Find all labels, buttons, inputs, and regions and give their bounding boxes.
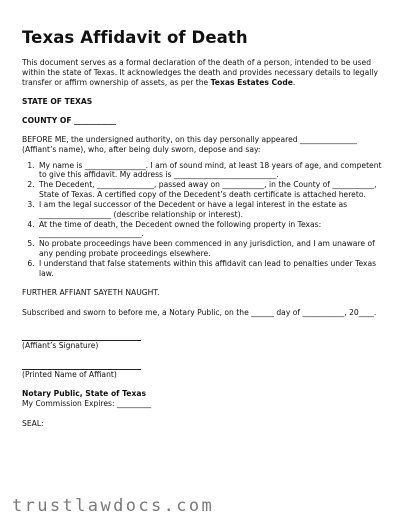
seal-label: SEAL:	[22, 418, 44, 428]
list-item: 6. I understand that false statements within this affidavit can lead to penalties under Texas law.	[37, 259, 384, 278]
affiant-signature-label: (Affiant’s Signature)	[22, 340, 99, 350]
list-item: 5. No probate proceedings have been commenced in any jurisdiction, and I am unaware of any pending probate proceedings elsewhere.	[37, 239, 384, 258]
intro-paragraph	[22, 58, 384, 87]
document-title: Texas Affidavit of Death	[22, 28, 248, 47]
county-heading: COUNTY OF ___________	[22, 116, 116, 126]
affiant-signature-line	[22, 328, 141, 341]
list-item: 1. My name is ________________. I am of sound mind, at least 18 years of age, and competent to give this affidavit. My address is ___________________________.	[37, 161, 384, 180]
list-item: 3. I am the legal successor of the Decedent or have a legal interest in the estate as ___________________ (describe relationship or interest).	[37, 200, 384, 219]
footer-watermark: trustlawdocs.com	[12, 496, 215, 516]
printed-name-line	[22, 357, 141, 370]
affidavit-document	[22, 28, 384, 429]
list-item: 2. The Decedent, _______________, passed away on ___________, in the County of ___________, State of Texas. A certified copy of the Decedent’s death certificate is attached hereto.	[37, 180, 384, 199]
commission-expires: My Commission Expires: _________	[22, 399, 152, 409]
subscribed-paragraph: Subscribed and sworn to before me, a Notary Public, on the ______ day of ___________, 20____.	[22, 308, 377, 317]
list-item: 4. At the time of death, the Decedent owned the following property in Texas: ___________________________.	[37, 220, 384, 239]
affidavit-items-list	[22, 161, 384, 279]
further-affiant-text: FURTHER AFFIANT SAYETH NAUGHT.	[22, 288, 160, 298]
intro-end: .	[292, 77, 296, 87]
printed-name-label: (Printed Name of Affiant)	[22, 369, 117, 379]
intro-bold-reference: Texas Estates Code	[210, 77, 293, 87]
intro-text: This document serves as a formal declaration of the death of a person, intended to be used within the state of Texas. It acknowledges the death and provides necessary details to legally transfer or affirm ownership of assets, as per the	[22, 58, 378, 87]
notary-heading: Notary Public, State of Texas	[22, 389, 146, 399]
before-me-paragraph: BEFORE ME, the undersigned authority, on this day personally appeared _______________ (Affiant’s name), who, after being duly sworn, depose and say:	[22, 134, 357, 154]
state-heading: STATE OF TEXAS	[22, 97, 93, 107]
